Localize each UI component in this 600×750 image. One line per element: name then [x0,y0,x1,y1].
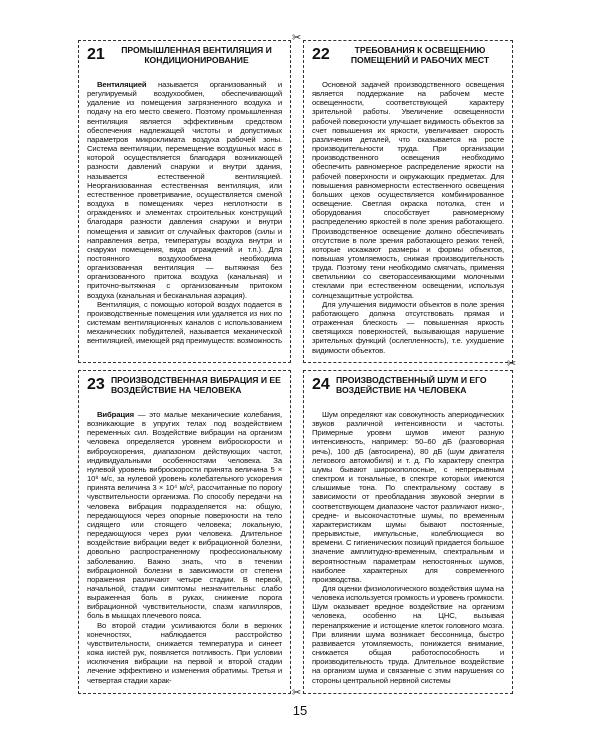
section-21-lead-term: Вентиляцией [97,80,147,89]
section-21-body [87,80,282,346]
section-21-paragraph-2: Вентиляция, с помощью которой воздух подается в производственные помещения или удаляется из них по системам вентиляционных каналов с использованием механических побудителей, называется механической вентиляцией, имеющей ряд преимуществ: возможность [87,299,282,346]
section-23-lead-term: Вибрация [97,410,134,419]
scissors-icon: ✂ [507,358,517,370]
scissors-icon: ✂ [292,687,302,699]
section-21-paragraph-1 [87,80,282,300]
section-23-body [87,410,282,685]
section-21-card [78,40,291,363]
section-22-body [312,80,504,355]
section-23-title: ПРОИЗВОДСТВЕННАЯ ВИБРАЦИЯ И ЕЕ ВОЗДЕЙСТВИЕ НА ЧЕЛОВЕКА [111,375,281,395]
section-23-paragraph-1-text: — это малые механические колебания, возникающие в упругих телах под воздействием переменных сил. Воздействие вибрации на организм человека определяется уровнем виброскорости и виброускорения, диапазоном действующих частот, индивидуальными особенностями человека. За нулевой уровень виброскорости принята величина 5 × 10⁸ м/с, за нулевой уровень колебательного ускорения принята величина 3 × 10⁴ м/с², рассчитанные по порогу чувствительности организма. По способу передачи на человека вибрация подразделяется на: общую, передающуюся через опорные поверхности на тело сидящего или стоящего человека; локальную, передающуюся через руки человека. Длительное воздействие вибрации ведет к вибрационной болезни, довольно распространенному профессиональному заболеванию. Важно знать, что в течении вибрационной болезни в зависимости от степени поражения различают четыре стадии. В первой, начальной, стадии симптомы незначительны: слабо выраженная боль в руках, снижение порога вибрационной чувствительности, спазм капилляров, боль в мышцах плечевого пояса. [87,410,282,621]
section-22-header [312,41,504,80]
section-24-paragraph-2: Для оценки физиологического воздействия шума на человека используется громкость и уровень громкости. Шум оказывает вредное воздействие на организм человека, особенно на ЦНС, вызывая перенапряжение и истощение клеток головного мозга. При влиянии шума возникает бессонница, быстро развивается утомляемость, понижается внимание, снижается общая работоспособность и производительность труда. Длительное воздействие на организм шума и связанные с этим нарушения со стороны центральной нервной системы [312,583,504,685]
section-21-header [87,41,282,80]
section-23-number: 23 [87,376,105,393]
section-23-paragraph-2: Во второй стадии усиливаются боли в верхних конечностях, наблюдается расстройство чувствительности, снижается температура и синеет кожа кистей рук, появляется потливость. При условии исключения вибрации на первой и второй стадии лечение эффективно и изменения обратимы. Третья и четвертая стадии харак- [87,620,282,685]
section-24-body [312,410,504,685]
section-23-header [87,371,282,410]
page-number: 15 [292,703,308,718]
section-22-card [303,40,513,363]
section-23-paragraph-1 [87,410,282,621]
section-24-card [303,370,513,694]
section-24-number: 24 [312,376,330,393]
section-24-paragraph-1: Шум определяют как совокупность апериодических звуков различной интенсивности и частоты. Примерные уровни шумов имеют разную интенсивность, например: 50–60 дБ (разговорная речь), 100 дБ (автосирена), 80 дБ (шум двигателя легкового автомобиля) и т. д. По характеру спектра шумы бывают широкополосные, с непрерывным спектром и тональные, в спектре которых имеются слышимые тона. По спектральному составу в зависимости от преобладания звуковой энергии в соответствующем диапазоне частот различают низко-, средне- и высокочастотные шумы, по временным характеристикам шумы бывают постоянные, прерывистые, импульсные, колеблющиеся во времени. С гигиенических позиций придается большое значение амплитудно-временным, спектральным и вероятностным параметрам непостоянных шумов, наиболее характерных для современного производства. [312,410,504,584]
section-22-paragraph-1: Основной задачей производственного освещения является поддержание на рабочем месте освещенности, соответствующей характеру зрительной работы. Увеличение освещенности рабочей поверхности улучшает видимость объектов за счет повышения их яркости, увеличивает скорость различения деталей, что сказывается на росте производительности труда. При организации производственного освещения необходимо обеспечить равномерное распределение яркости на рабочей поверхности и окружающих предметах. Для повышения равномерности естественного освещения больших цехов осуществляется комбинированное освещение. Светлая окраска потолка, стен и оборудования способствует равномерному распределению яркостей в поле зрения работающего. Производственное освещение должно обеспечивать отсутствие в поле зрения работающего резких теней, которые искажают размеры и формы объектов, повышая утомляемость, снижая производительность труда. Поэтому тени необходимо смягчать, применяя светильники со светорассеивающими молочными стеклами при естественном освещении, используя солнцезащитные устройства. [312,80,504,300]
scissors-icon: ✂ [292,32,302,44]
section-21-number: 21 [87,46,105,63]
section-23-card [78,370,291,694]
section-22-paragraph-2: Для улучшения видимости объектов в поле зрения работающего должна отсутствовать прямая и отраженная блескость — повышенная яркость светящихся поверхностей, вызывающая нарушение зрительных функций (ослепленность), т.е. ухудшение видимости объектов. [312,299,504,355]
section-22-number: 22 [312,46,330,63]
section-24-title: ПРОИЗВОДСТВЕННЫЙ ШУМ И ЕГО ВОЗДЕЙСТВИЕ НА ЧЕЛОВЕКА [336,375,487,395]
section-24-header [312,371,504,410]
section-21-title: ПРОМЫШЛЕННАЯ ВЕНТИЛЯЦИЯ И КОНДИЦИОНИРОВАНИЕ [121,45,272,65]
section-21-paragraph-1-text: называется организованный и регулируемый воздухообмен, обеспечивающий удаление из помещения загрязненного воздуха и подачу на его место свежего. Поэтому промышленная вентиляция является эффективным средством обеспечения надлежащей чистоты и допустимых параметров микроклимата воздуха рабочей зоны. Система вентиляции, перемещение воздушных масс в которой осуществляется благодаря возникающей разности давлений снаружи и внутри здания, называется естественной вентиляцией. Неорганизованная естественная вентиляция, или естественное проветривание, осуществляется сменой воздуха в помещениях через неплотности в ограждениях и элементах строительных конструкций благодаря разности давления снаружи и внутри помещения и зависит от случайных факторов (силы и направления ветра, температуры воздуха внутри и снаружи помещения, вида ограждений и т.п.). Для постоянного воздухообмена необходима организованная вентиляция — вытяжная без организованного притока воздуха (канальная) и приточно-вытяжная с организованным притоком воздуха (канальная и бесканальная аэрация). [87,80,282,300]
section-22-title: ТРЕБОВАНИЯ К ОСВЕЩЕНИЮ ПОМЕЩЕНИЙ И РАБОЧИХ МЕСТ [350,45,490,65]
